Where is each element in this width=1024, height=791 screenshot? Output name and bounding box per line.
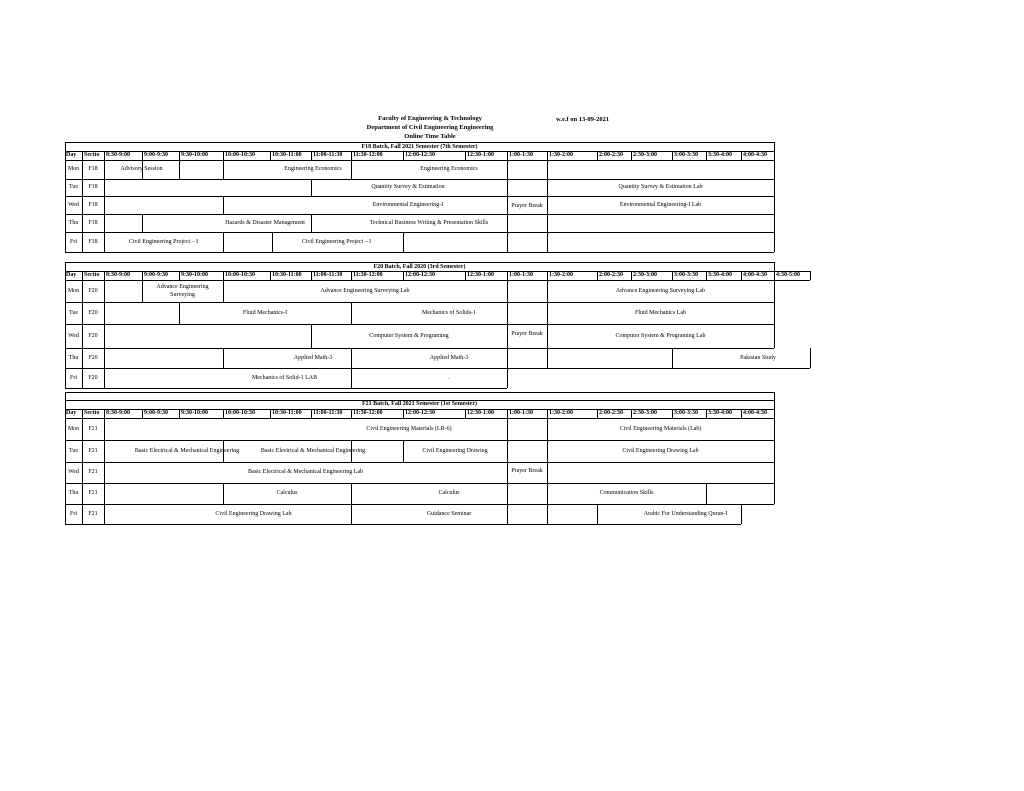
header-divider — [465, 409, 466, 418]
header-divider — [672, 151, 673, 160]
header-divider — [706, 151, 707, 160]
header-divider — [179, 271, 180, 280]
row-day: Mon — [67, 166, 80, 172]
cell-divider — [547, 214, 548, 232]
course-cell: Engineering Economics — [284, 166, 342, 172]
row-day: Fri — [69, 374, 77, 381]
header-divider — [311, 271, 312, 280]
cell-divider — [104, 348, 105, 368]
course-cell: Environmental Engineering-I Lab — [619, 201, 702, 208]
time-slot-header: 10:30-11:00 — [272, 152, 302, 158]
cell-divider — [104, 483, 105, 504]
course-cell: Civil Engineering Drawing — [422, 447, 488, 454]
course-cell: Mechanics of Solids-1 — [422, 309, 476, 316]
table-right-border — [774, 392, 775, 409]
effective-date: w.e.f on 13-09-2021 — [556, 116, 610, 123]
time-slot-header: 12:30-1:00 — [467, 272, 494, 278]
header-divider — [672, 271, 673, 280]
section-title: F20 Batch, Fall 2020 (3rd Semester) — [373, 263, 466, 270]
header-divider — [741, 271, 742, 280]
cell-divider — [547, 504, 548, 524]
course-cell: Basic Electrical & Mechanical Engineering — [134, 447, 240, 454]
time-slot-header: 4:00-4:30 — [743, 272, 767, 278]
row-divider — [65, 196, 774, 197]
cell-divider — [507, 179, 508, 196]
course-cell: Computer System & Programing — [369, 332, 449, 339]
time-slot-header: 2:30-3:00 — [633, 272, 657, 278]
row-day: Mon — [67, 425, 80, 432]
time-slot-header: 1:00-1:30 — [509, 272, 533, 278]
course-cell: Quantity Survey & Estimation — [371, 184, 445, 190]
time-slot-header: 1:00-1:30 — [509, 410, 533, 416]
header-divider — [706, 409, 707, 418]
time-slot-header: 1:00-1:30 — [509, 152, 533, 158]
prayer-break: Prayer Break — [511, 467, 543, 474]
cell-divider — [547, 462, 548, 483]
time-slot-header: 4:00-4:30 — [743, 152, 767, 158]
course-cell: Communication Skills — [599, 490, 654, 496]
cell-divider — [104, 179, 105, 196]
section-title: F18 Batch, Fall 2021 Semester (7th Semester) — [361, 143, 478, 150]
row-section: F18 — [88, 238, 98, 245]
row-day: Mon — [67, 287, 80, 294]
course-cell: Pakistan Study — [740, 354, 776, 361]
header-divider — [597, 151, 598, 160]
faculty-title: Faculty of Engineering & Technology — [378, 115, 482, 122]
header-section: Sectio — [84, 272, 100, 278]
cell-divider — [507, 232, 508, 252]
cell-divider — [774, 232, 775, 252]
time-slot-header: 2:00-2:30 — [599, 152, 623, 158]
cell-divider — [104, 302, 105, 324]
course-cell: Technical Business Writing & Presentation Skills — [369, 219, 489, 226]
time-slot-header: 3:30-4:00 — [708, 272, 732, 278]
header-divider — [507, 409, 508, 418]
cell-divider — [142, 214, 143, 232]
cell-divider — [774, 483, 775, 504]
cell-divider — [774, 324, 775, 348]
course-cell: Civil Engineering Project – I — [301, 238, 372, 245]
cell-divider — [547, 348, 548, 368]
row-day: Wed — [68, 332, 79, 339]
time-slot-header: 8:30-9:00 — [106, 410, 130, 416]
time-slot-header: 3:30-4:00 — [708, 152, 732, 158]
header-divider — [142, 409, 143, 418]
row-section: F18 — [88, 219, 98, 226]
row-day: Tue — [68, 309, 79, 316]
row-day: Tue — [68, 184, 79, 190]
time-slot-header: 10:00-10:30 — [225, 410, 255, 416]
prayer-break: Prayer Break — [511, 330, 543, 337]
header-divider — [311, 151, 312, 160]
cell-divider — [774, 302, 775, 324]
time-slot-header: 4:00-4:30 — [743, 410, 767, 416]
cell-divider — [810, 348, 811, 368]
header-divider — [741, 151, 742, 160]
cell-divider — [507, 440, 508, 462]
time-slot-header: 3:00-3:30 — [674, 152, 698, 158]
cell-divider — [672, 348, 673, 368]
cell-divider — [774, 280, 775, 302]
cell-divider — [311, 179, 312, 196]
time-slot-header: 2:30-3:00 — [633, 410, 657, 416]
row-divider — [65, 232, 774, 233]
prayer-break: Prayer Break — [511, 202, 543, 209]
course-cell: Civil Engineering Project – I — [128, 238, 199, 245]
course-cell: Calculus — [276, 490, 298, 496]
row-divider — [65, 252, 774, 253]
row-day: Thu — [68, 490, 79, 496]
row-divider — [65, 462, 774, 463]
header-row-bottom — [65, 418, 774, 419]
cell-divider — [507, 280, 508, 302]
row-section: F20 — [88, 354, 98, 361]
table-left-border — [65, 262, 66, 388]
time-slot-header: 4:30-5:00 — [776, 272, 800, 278]
cell-divider — [706, 483, 707, 504]
header-day: Day — [66, 272, 77, 278]
header-divider — [311, 409, 312, 418]
course-cell: Advisory Session — [120, 166, 163, 172]
course-cell: Environmental Engineering-I — [372, 201, 444, 208]
course-cell: Fluid Mechanics Lab — [635, 309, 686, 316]
cell-divider — [547, 160, 548, 179]
course-cell: Calculus — [438, 490, 460, 496]
time-slot-header: 9:00-9:30 — [144, 272, 168, 278]
course-cell: Quantity Survey & Estimation Lab — [618, 184, 703, 190]
time-slot-header: 3:00-3:30 — [674, 272, 698, 278]
department-title: Department of Civil Engineering Engineering — [366, 124, 494, 131]
course-cell: Guidance Seminar — [426, 510, 472, 517]
table-right-border — [774, 262, 775, 271]
row-section: F20 — [88, 374, 98, 381]
course-cell: Engineering Economics — [420, 166, 478, 172]
time-slot-header: 2:00-2:30 — [599, 410, 623, 416]
header-divider — [672, 409, 673, 418]
cell-divider — [403, 232, 404, 252]
header-divider — [270, 271, 271, 280]
header-divider — [741, 409, 742, 418]
section-title: F21 Batch, Fall 2021 Semester (1st Semester) — [361, 400, 478, 407]
cell-divider — [774, 462, 775, 483]
course-cell: Fluid Mechanics-I — [242, 309, 288, 316]
time-slot-header: 11:30-12:00 — [353, 272, 383, 278]
header-row-bottom — [65, 280, 810, 281]
time-slot-header: 12:30-1:00 — [467, 410, 494, 416]
course-cell: Civil Engineering Drawing Lab — [622, 447, 699, 454]
cell-divider — [223, 196, 224, 214]
row-divider — [65, 324, 774, 325]
row-divider — [65, 483, 774, 484]
header-divider — [810, 271, 811, 280]
row-day: Wed — [68, 201, 79, 208]
row-section: F20 — [88, 332, 98, 339]
header-divider — [631, 151, 632, 160]
row-day: Tue — [68, 447, 79, 454]
cell-divider — [774, 214, 775, 232]
cell-divider — [774, 179, 775, 196]
cell-divider — [774, 418, 775, 440]
row-section: F21 — [88, 469, 98, 475]
time-slot-header: 11:30-12:00 — [353, 152, 383, 158]
header-divider — [142, 271, 143, 280]
time-slot-header: 2:30-3:00 — [633, 152, 657, 158]
header-divider — [142, 151, 143, 160]
header-divider — [270, 409, 271, 418]
header-divider — [465, 151, 466, 160]
row-section: F18 — [88, 201, 98, 208]
time-slot-header: 9:30-10:00 — [181, 410, 208, 416]
header-divider — [179, 409, 180, 418]
header-divider — [774, 409, 775, 418]
header-divider — [351, 409, 352, 418]
time-slot-header: 10:30-11:00 — [272, 272, 302, 278]
header-divider — [547, 409, 548, 418]
course-cell: Advance Engineering Surveying Lab — [320, 287, 410, 294]
row-section: F21 — [88, 447, 98, 454]
cell-divider — [104, 214, 105, 232]
header-divider — [507, 151, 508, 160]
time-slot-header: 11:00-11:30 — [313, 410, 343, 416]
row-divider — [65, 388, 507, 389]
row-divider — [65, 348, 774, 349]
time-slot-header: 10:30-11:00 — [272, 410, 302, 416]
row-section: F18 — [88, 184, 98, 190]
doc-title: Online Time Table — [404, 133, 456, 140]
header-divider — [597, 409, 598, 418]
row-section: F20 — [88, 309, 98, 316]
time-slot-header: 1:30-2:00 — [549, 152, 573, 158]
time-slot-header: 11:30-12:00 — [353, 410, 383, 416]
cell-divider — [547, 232, 548, 252]
course-cell: Arabic For Understanding Quran-I — [643, 510, 728, 517]
time-slot-header: 12:00-12:30 — [405, 410, 435, 416]
header-divider — [403, 271, 404, 280]
time-slot-header: 11:00-11:30 — [313, 272, 343, 278]
time-slot-header: 11:00-11:30 — [313, 152, 343, 158]
row-day: Fri — [69, 238, 77, 245]
row-section: F21 — [88, 510, 98, 517]
row-section: F20 — [88, 287, 98, 294]
table-left-border — [65, 142, 66, 252]
cell-divider — [507, 418, 508, 440]
time-slot-header: 2:00-2:30 — [599, 272, 623, 278]
row-divider — [65, 302, 774, 303]
header-divider — [507, 271, 508, 280]
row-day: Thu — [68, 354, 79, 361]
header-divider — [403, 409, 404, 418]
course-cell: Basic Electrical & Mechanical Engineering — [260, 447, 366, 454]
course-cell: Computer System & Programing Lab — [615, 332, 706, 339]
row-divider — [65, 440, 774, 441]
time-slot-header: 1:30-2:00 — [549, 410, 573, 416]
course-cell: Basic Electrical & Mechanical Engineering Lab — [247, 469, 364, 475]
cell-divider — [223, 232, 224, 252]
time-slot-header: 9:00-9:30 — [144, 410, 168, 416]
time-slot-header: 12:00-12:30 — [405, 272, 435, 278]
cell-divider — [104, 418, 105, 440]
time-slot-header: 10:00-10:30 — [225, 272, 255, 278]
row-divider — [65, 179, 774, 180]
table-right-border — [774, 142, 775, 151]
header-divider — [270, 151, 271, 160]
time-slot-header: 10:00-10:30 — [225, 152, 255, 158]
header-divider — [223, 271, 224, 280]
time-slot-header: 9:30-10:00 — [181, 152, 208, 158]
row-day: Thu — [68, 219, 79, 226]
course-cell: Civil Engineering Materials (LR-6) — [366, 425, 452, 432]
row-divider — [65, 368, 810, 369]
header-section: Sectio — [84, 152, 100, 158]
row-day: Fri — [69, 510, 77, 517]
time-slot-header: 12:30-1:00 — [467, 152, 494, 158]
course-cell: Advance Engineering Surveying Lab — [615, 287, 706, 294]
row-section: F21 — [88, 490, 98, 496]
header-divider — [774, 151, 775, 160]
header-divider — [403, 151, 404, 160]
row-section: F18 — [88, 166, 98, 172]
row-divider — [65, 504, 774, 505]
cell-divider — [104, 324, 105, 348]
course-cell: . — [448, 374, 450, 381]
header-section: Sectio — [84, 410, 100, 416]
time-slot-header: 8:30-9:00 — [106, 272, 130, 278]
header-day: Day — [66, 410, 77, 416]
row-section: F21 — [88, 425, 98, 432]
header-divider — [465, 271, 466, 280]
header-divider — [547, 271, 548, 280]
row-divider — [65, 214, 774, 215]
row-divider — [65, 524, 741, 525]
course-cell: Surveying — [170, 291, 195, 298]
header-divider — [547, 151, 548, 160]
course-cell: Applied Math-3 — [293, 354, 333, 361]
cell-divider — [774, 196, 775, 214]
header-row-bottom — [65, 160, 774, 161]
header-divider — [351, 271, 352, 280]
time-slot-header: 9:00-9:30 — [144, 152, 168, 158]
header-divider — [179, 151, 180, 160]
header-divider — [223, 151, 224, 160]
header-day: Day — [66, 152, 77, 158]
cell-divider — [104, 280, 105, 302]
course-cell: Mechanics of Solid-1 LAB — [251, 374, 318, 381]
cell-divider — [774, 440, 775, 462]
row-day: Wed — [68, 469, 79, 475]
header-divider — [597, 271, 598, 280]
header-divider — [223, 409, 224, 418]
course-cell: Advance Engineering — [156, 283, 209, 290]
time-slot-header: 8:30-9:00 — [106, 152, 130, 158]
course-cell: Applied Math-3 — [429, 354, 469, 361]
time-slot-header: 1:30-2:00 — [549, 272, 573, 278]
header-divider — [631, 409, 632, 418]
time-slot-header: 3:00-3:30 — [674, 410, 698, 416]
time-slot-header: 12:00-12:30 — [405, 152, 435, 158]
cell-divider — [774, 160, 775, 179]
course-cell: Hazards & Disaster Management — [225, 219, 305, 226]
header-divider — [351, 151, 352, 160]
course-cell: Civil Engineering Materials (Lab) — [619, 425, 702, 432]
section-top-border — [65, 392, 774, 393]
time-slot-header: 3:30-4:00 — [708, 410, 732, 416]
header-divider — [706, 271, 707, 280]
cell-divider — [179, 160, 180, 179]
course-cell: Civil Engineering Drawing Lab — [215, 510, 292, 517]
cell-divider — [104, 196, 105, 214]
header-divider — [774, 271, 775, 280]
header-divider — [631, 271, 632, 280]
time-slot-header: 9:30-10:00 — [181, 272, 208, 278]
